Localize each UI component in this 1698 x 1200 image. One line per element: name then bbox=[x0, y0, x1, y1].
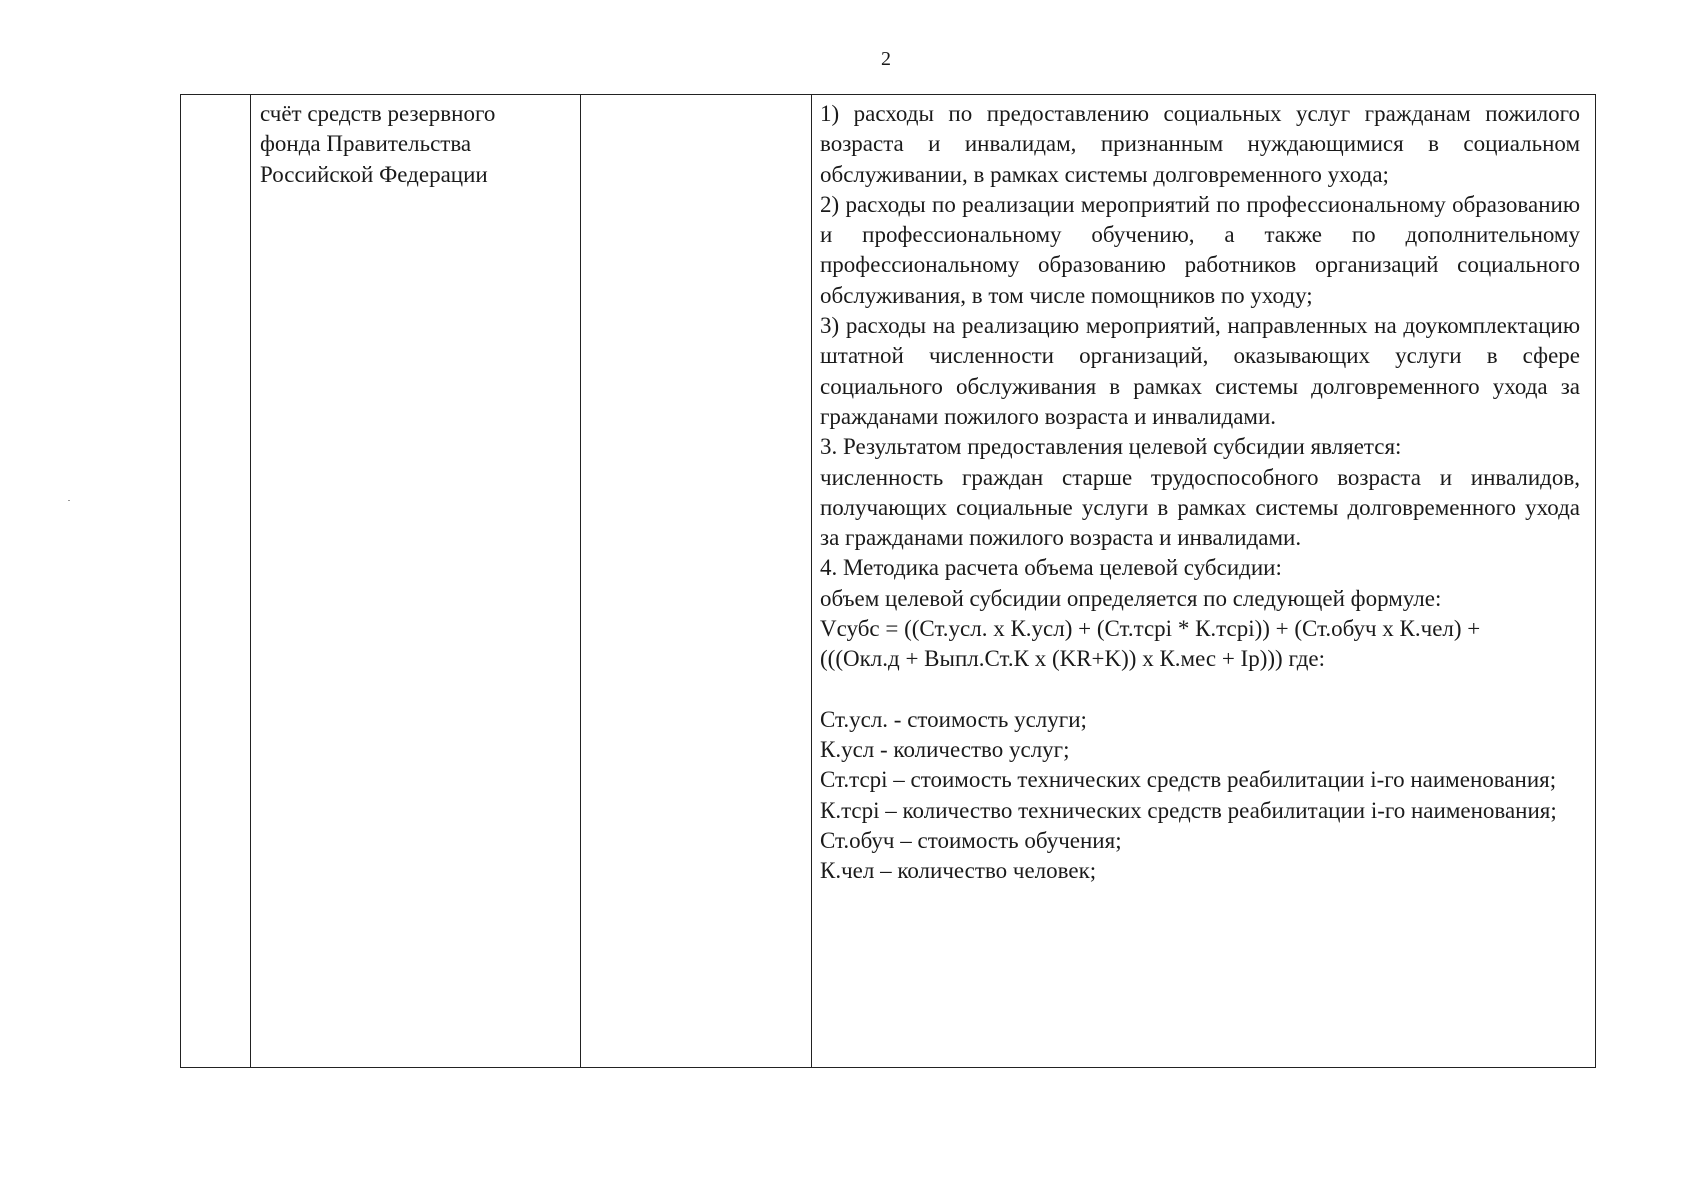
description-cell bbox=[820, 99, 1580, 886]
definition-item: К.усл - количество услуг; bbox=[820, 736, 1070, 762]
paragraph-method-text: объем целевой субсидии определяется по следующей формуле: bbox=[820, 585, 1442, 611]
paragraph-expense-3: 3) расходы на реализацию мероприятий, направленных на доукомплектацию штатной численности организаций, оказывающих услуги в сфере социального обслуживания в рамках системы долговременного ухода за гражданами пожилого возраста и инвалидами. bbox=[820, 313, 1580, 429]
definition-item: К.тсрi – количество технических средств реабилитации i-го наименования; bbox=[820, 797, 1557, 823]
definition-item: К.чел – количество человек; bbox=[820, 858, 1097, 884]
paragraph-result-text: численность граждан старше трудоспособного возраста и инвалидов, получающих социальные услуги в рамках системы долговременного ухода за гражданами пожилого возраста и инвалидами. bbox=[820, 464, 1580, 551]
formula-line-1: Vсубс = ((Ст.усл. x К.усл) + (Ст.тсрi * К.тсрi)) + (Ст.обуч x К.чел) + bbox=[820, 616, 1481, 642]
funding-source-cell: счёт средств резервного фонда Правительства Российской Федерации bbox=[260, 101, 496, 187]
column-divider-3 bbox=[811, 95, 812, 1067]
column-divider-2 bbox=[580, 95, 581, 1067]
blank-line bbox=[820, 675, 1580, 705]
document-table bbox=[180, 94, 1596, 1068]
formula-line-2: (((Окл.д + Выпл.Ст.К x (KR+K)) x К.мес + Iр))) где: bbox=[820, 646, 1326, 672]
column-divider-1 bbox=[250, 95, 251, 1067]
paragraph-method-heading: 4. Методика расчета объема целевой субсидии: bbox=[820, 555, 1282, 581]
paragraph-result-heading: 3. Результатом предоставления целевой субсидии является: bbox=[820, 434, 1402, 460]
definition-item: Ст.обуч – стоимость обучения; bbox=[820, 827, 1122, 853]
paragraph-expense-2: 2) расходы по реализации мероприятий по профессиональному образованию и профессиональному обучению, а также по дополнительному профессиональному образованию работников организаций социального обслуживания, в том числе помощников по уходу; bbox=[820, 191, 1580, 308]
paragraph-expense-1: 1) расходы по предоставлению социальных услуг гражданам пожилого возраста и инвалидам, признанным нуждающимися в социальном обслуживании, в рамках системы долговременного ухода; bbox=[820, 101, 1580, 187]
definition-item: Ст.тсрi – стоимость технических средств реабилитации i-го наименования; bbox=[820, 767, 1557, 793]
definition-item: Ст.усл. - стоимость услуги; bbox=[820, 706, 1087, 732]
page-number: 2 bbox=[881, 48, 891, 70]
scan-speck bbox=[68, 500, 70, 501]
